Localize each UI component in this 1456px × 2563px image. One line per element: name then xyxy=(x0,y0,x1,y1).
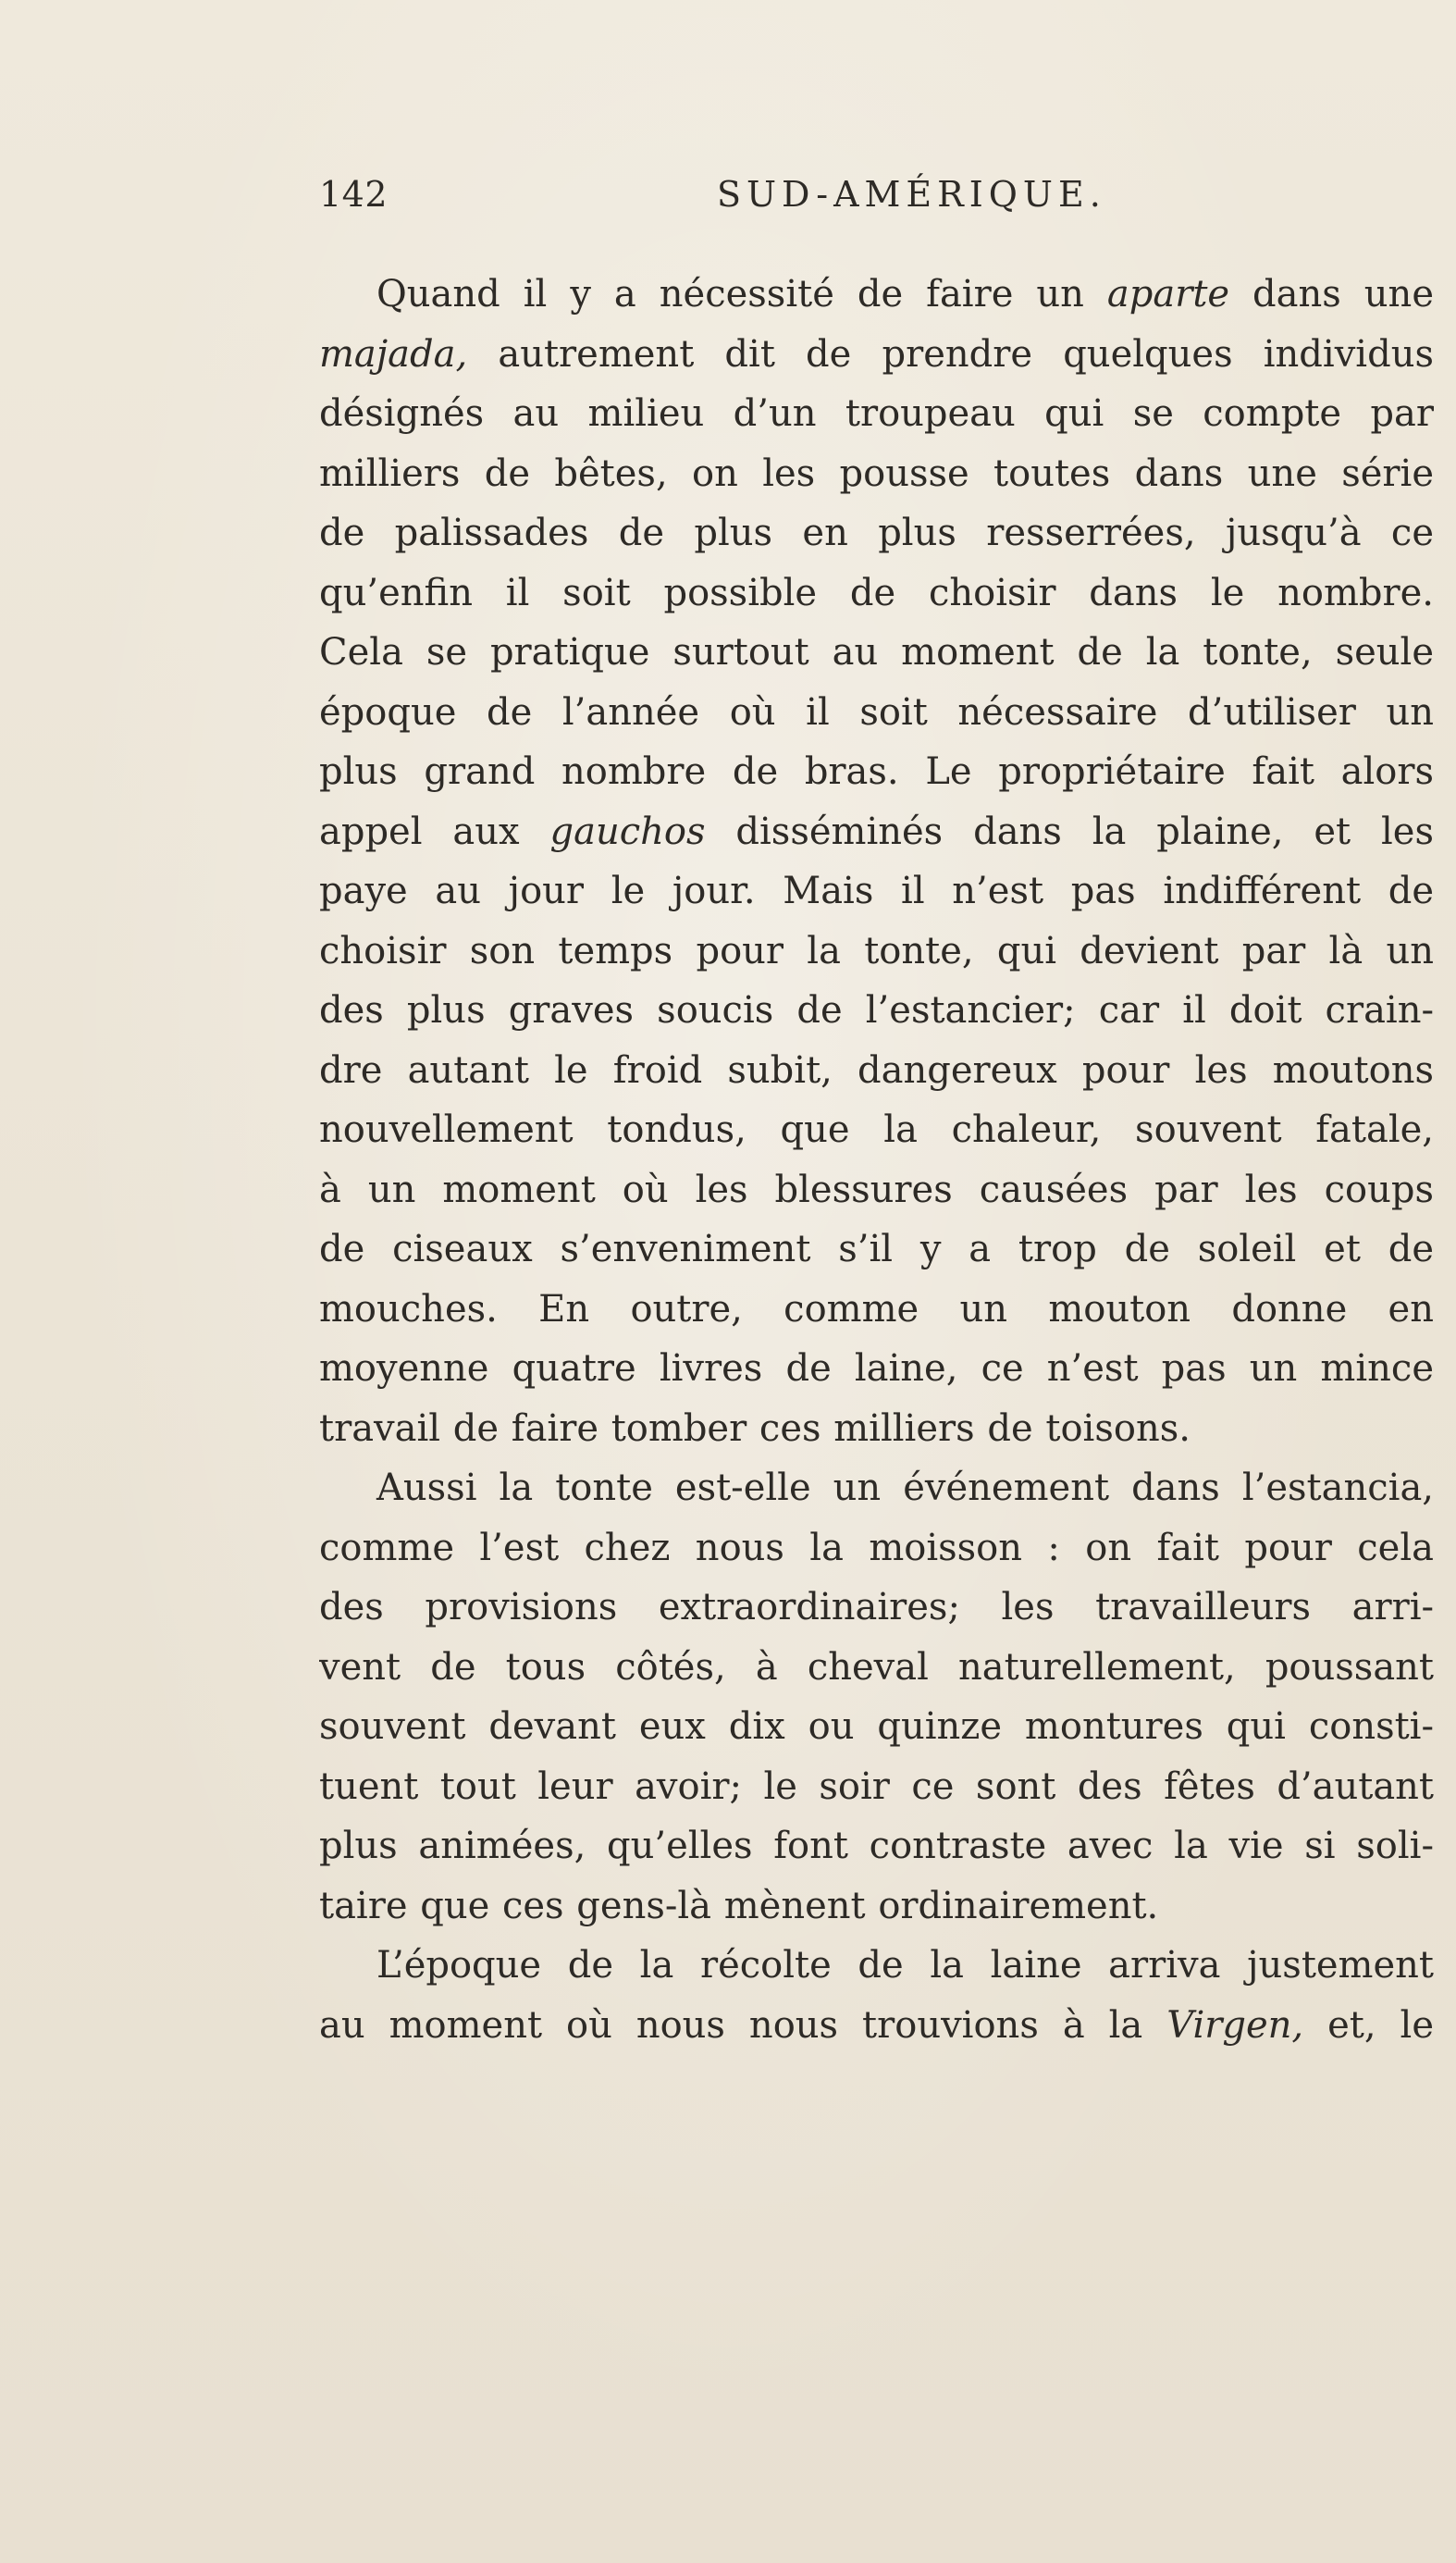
text-line xyxy=(319,1220,1434,1280)
text-run: de ciseaux s’enveniment s’il y a trop de soleil et de xyxy=(319,1228,1434,1270)
text-line xyxy=(319,742,1434,802)
text-line xyxy=(319,503,1434,563)
text-run: choisir son temps pour la tonte, qui devient par là un xyxy=(319,929,1434,972)
text-line xyxy=(319,1996,1434,2056)
text-run: nouvellement tondus, que la chaleur, souvent fatale, xyxy=(319,1108,1434,1151)
paragraph xyxy=(319,265,1434,1458)
text-run: souvent devant eux dix ou quinze montures qui consti- xyxy=(319,1705,1434,1748)
text-line xyxy=(319,563,1434,624)
text-run: des plus graves soucis de l’estancier; car il doit crain- xyxy=(319,989,1434,1032)
text-line xyxy=(319,1280,1434,1340)
text-line xyxy=(319,922,1434,982)
text-run: moyenne quatre livres de laine, ce n’est pas un mince xyxy=(319,1347,1434,1390)
text-run: paye au jour le jour. Mais il n’est pas indifférent de xyxy=(319,870,1434,912)
text-line xyxy=(319,444,1434,504)
text-run: Quand il y a nécessité de faire un xyxy=(376,273,1107,316)
text-line xyxy=(319,384,1434,444)
text-run: époque de l’année où il soit nécessaire d’utiliser un xyxy=(319,690,1434,734)
italic-term: majada, xyxy=(319,332,468,376)
text-run: travail de faire tomber ces milliers de toisons. xyxy=(319,1406,1191,1450)
text-line xyxy=(319,265,1434,325)
text-line xyxy=(319,325,1434,385)
text-run: des provisions extraordinaires; les travailleurs arri- xyxy=(319,1586,1434,1628)
text-line xyxy=(319,802,1434,862)
text-line xyxy=(319,1876,1434,1937)
italic-term: aparte xyxy=(1106,273,1230,316)
paragraph xyxy=(319,1936,1434,2055)
text-line xyxy=(319,1578,1434,1638)
text-run: désignés au milieu d’un troupeau qui se compte par xyxy=(319,392,1434,435)
text-run: au moment où nous nous trouvions à la xyxy=(319,2003,1167,2047)
running-title: SUD-AMÉRIQUE. xyxy=(717,174,1106,215)
text-run: milliers de bêtes, on les pousse toutes dans une série xyxy=(319,452,1434,495)
page-number: 142 xyxy=(319,174,389,215)
text-line xyxy=(319,1458,1434,1518)
text-line xyxy=(319,1160,1434,1220)
running-head xyxy=(319,174,1429,226)
text-line xyxy=(319,1638,1434,1698)
text-run: vent de tous côtés, à cheval naturellement, poussant xyxy=(319,1645,1434,1689)
text-run: mouches. En outre, comme un mouton donne en xyxy=(319,1287,1434,1331)
text-run: disséminés dans la plaine, et les xyxy=(705,810,1434,853)
text-run: comme l’est chez nous la moisson : on fait pour cela xyxy=(319,1526,1434,1569)
text-line xyxy=(319,1339,1434,1399)
text-run: dre autant le froid subit, dangereux pour les moutons xyxy=(319,1048,1434,1092)
text-line xyxy=(319,1518,1434,1579)
text-line xyxy=(319,1697,1434,1757)
text-run: tuent tout leur avoir; le soir ce sont des fêtes d’autant xyxy=(319,1764,1434,1808)
text-line xyxy=(319,1100,1434,1160)
text-run: de palissades de plus en plus resserrées, jusqu’à ce xyxy=(319,512,1434,554)
text-line xyxy=(319,623,1434,683)
italic-term: Virgen, xyxy=(1166,2003,1304,2047)
text-run: Aussi la tonte est-elle un événement dans l’estancia, xyxy=(376,1467,1434,1509)
text-run: Cela se pratique surtout au moment de la tonte, seule xyxy=(319,631,1434,674)
text-run: dans une xyxy=(1229,273,1434,316)
text-line xyxy=(319,1936,1434,1996)
text-line xyxy=(319,1399,1434,1459)
text-run: et, le xyxy=(1303,2003,1434,2047)
paragraph xyxy=(319,1458,1434,1936)
text-run: taire que ces gens-là mènent ordinairement. xyxy=(319,1884,1159,1927)
text-line xyxy=(319,1757,1434,1817)
text-run: à un moment où les blessures causées par les coups xyxy=(319,1168,1434,1211)
text-run: qu’enfin il soit possible de choisir dans le nombre. xyxy=(319,571,1434,614)
text-run: appel aux xyxy=(319,810,550,853)
text-line xyxy=(319,861,1434,922)
text-line xyxy=(319,683,1434,743)
text-line xyxy=(319,1816,1434,1876)
text-run: plus grand nombre de bras. Le propriétaire fait alors xyxy=(319,750,1434,793)
text-line xyxy=(319,981,1434,1041)
body-text xyxy=(319,265,1434,2055)
text-line xyxy=(319,1041,1434,1101)
text-run: plus animées, qu’elles font contraste avec la vie si soli- xyxy=(319,1825,1434,1867)
italic-term: gauchos xyxy=(549,810,706,853)
text-run: L’époque de la récolte de la laine arriva justement xyxy=(376,1944,1434,1987)
text-run: autrement dit de prendre quelques individus xyxy=(467,332,1434,376)
